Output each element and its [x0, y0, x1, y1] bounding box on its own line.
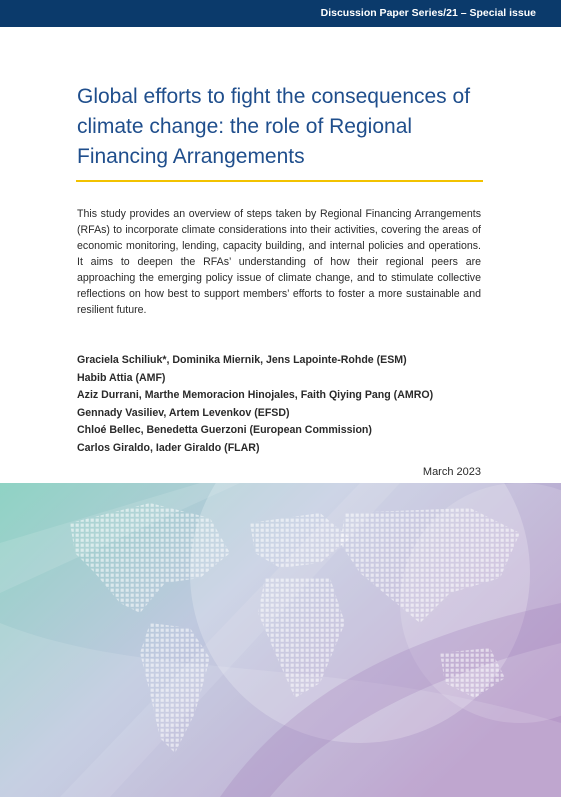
document-title: Global efforts to fight the consequences of climate change: the role of Regional Financing Arrangements	[77, 85, 471, 168]
author-line: Habib Attia (AMF)	[77, 371, 166, 384]
author-line: Aziz Durrani, Marthe Memoracion Hinojales, Faith Qiying Pang (AMRO)	[77, 389, 434, 401]
author-line: Chloé Bellec, Benedetta Guerzoni (European Commission)	[77, 424, 372, 436]
title-divider	[76, 180, 483, 182]
header-banner	[0, 0, 561, 27]
author-list	[77, 352, 497, 457]
publication-date: March 2023	[422, 466, 481, 478]
abstract: This study provides an overview of steps taken by Regional Financing Arrangements (RFAs) to incorporate climate considerations into their activities, covering the areas of economic monitoring, lending, capacity building, and internal policies and operations. It aims to deepen the RFAs’ understanding of how their regional peers are approaching the emerging policy issue of climate change, and to stimulate collective reflections on how best to support members’ efforts to foster a more sustainable and resilient future.	[77, 208, 481, 316]
author-line: Gennady Vasiliev, Artem Levenkov (EFSD)	[77, 406, 290, 419]
series-label: Discussion Paper Series/21 – Special issue	[320, 7, 536, 19]
world-map-artwork	[0, 483, 561, 797]
author-line: Graciela Schiliuk*, Dominika Miernik, Jens Lapointe-Rohde (ESM)	[77, 354, 407, 366]
author-line: Carlos Giraldo, Iader Giraldo (FLAR)	[77, 441, 260, 454]
